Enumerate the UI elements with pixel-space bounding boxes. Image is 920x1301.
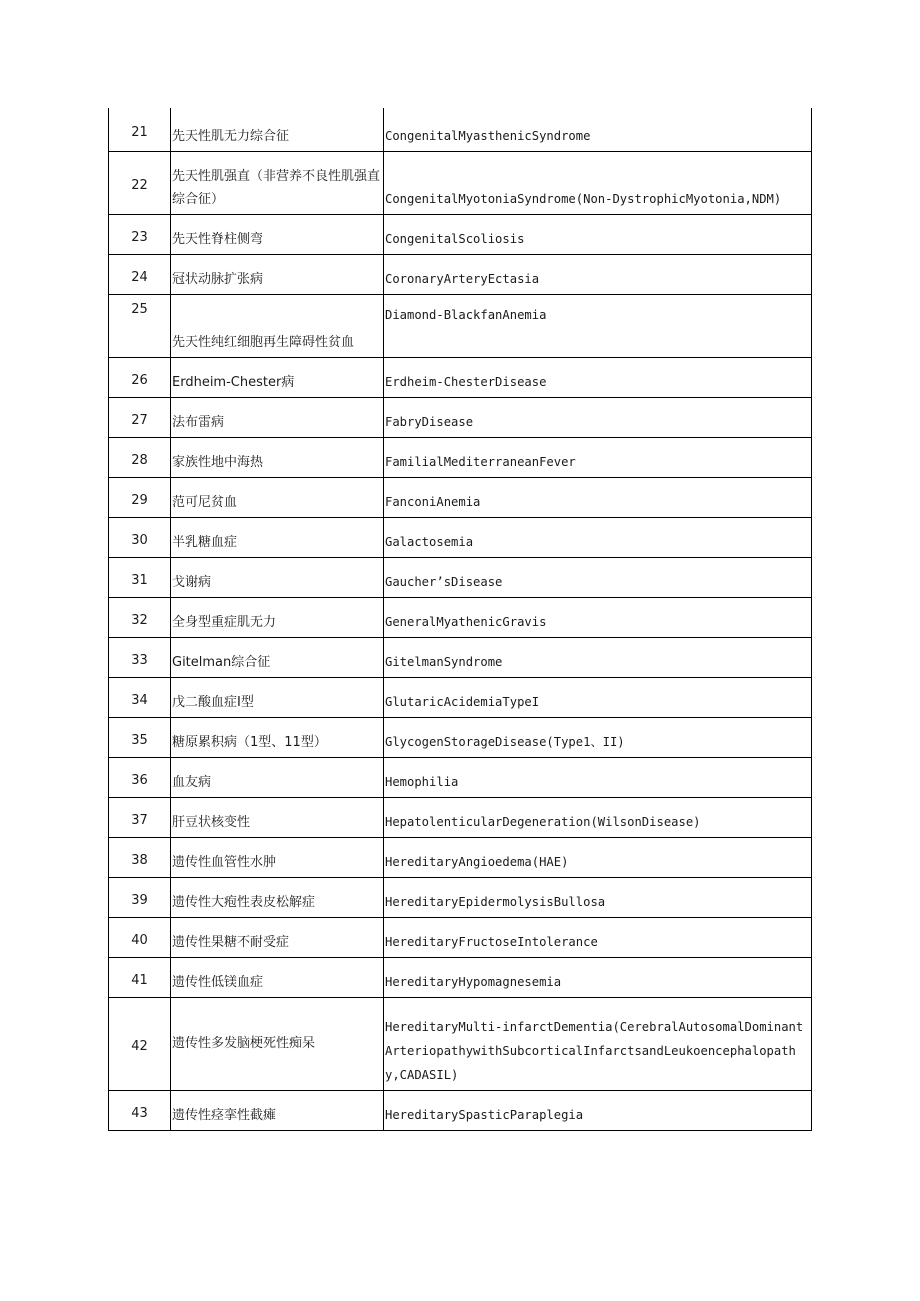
row-number: 41 <box>109 957 171 997</box>
disease-name-zh: 半乳糖血症 <box>171 517 384 557</box>
table-row <box>109 151 812 214</box>
table-row <box>109 797 812 837</box>
row-number: 31 <box>109 557 171 597</box>
disease-name-zh: Gitelman综合征 <box>171 637 384 677</box>
table-row <box>109 717 812 757</box>
disease-name-zh: 家族性地中海热 <box>171 437 384 477</box>
row-number: 34 <box>109 677 171 717</box>
disease-table <box>108 108 812 1131</box>
row-number: 28 <box>109 437 171 477</box>
disease-name-zh: 先天性纯红细胞再生障碍性贫血 <box>171 294 384 357</box>
disease-name-zh: 戈谢病 <box>171 557 384 597</box>
table-row <box>109 108 812 151</box>
disease-name-en: HereditaryAngioedema(HAE) <box>384 837 812 877</box>
table-row <box>109 637 812 677</box>
table-row <box>109 597 812 637</box>
disease-name-en: Diamond-BlackfanAnemia <box>384 294 812 357</box>
row-number: 42 <box>109 997 171 1090</box>
disease-name-zh: 遗传性低镁血症 <box>171 957 384 997</box>
row-number: 35 <box>109 717 171 757</box>
disease-name-zh: 全身型重症肌无力 <box>171 597 384 637</box>
row-number: 37 <box>109 797 171 837</box>
disease-name-zh: 法布雷病 <box>171 397 384 437</box>
disease-name-zh: 冠状动脉扩张病 <box>171 254 384 294</box>
row-number: 40 <box>109 917 171 957</box>
row-number: 21 <box>109 108 171 151</box>
row-number: 33 <box>109 637 171 677</box>
row-number: 24 <box>109 254 171 294</box>
row-number: 38 <box>109 837 171 877</box>
disease-name-en: Gaucher’sDisease <box>384 557 812 597</box>
disease-name-en: Erdheim-ChesterDisease <box>384 357 812 397</box>
table-row <box>109 877 812 917</box>
disease-name-en: HereditaryMulti-infarctDementia(CerebralAutosomalDominantArteriopathywithSubcorticalInfarctsandLeukoencephalopathy,CADASIL) <box>384 997 812 1090</box>
disease-name-zh: 遗传性多发脑梗死性痴呆 <box>171 997 384 1090</box>
table-row <box>109 517 812 557</box>
disease-name-en: Galactosemia <box>384 517 812 557</box>
table-row <box>109 837 812 877</box>
table-row <box>109 294 812 357</box>
table-row <box>109 677 812 717</box>
row-number: 39 <box>109 877 171 917</box>
table-row <box>109 997 812 1090</box>
disease-name-zh: 先天性肌强直（非营养不良性肌强直综合征） <box>171 151 384 214</box>
disease-name-en: CongenitalScoliosis <box>384 214 812 254</box>
disease-name-en: HepatolenticularDegeneration(WilsonDisease) <box>384 797 812 837</box>
disease-name-en: GeneralMyathenicGravis <box>384 597 812 637</box>
table-row <box>109 917 812 957</box>
row-number: 22 <box>109 151 171 214</box>
disease-name-zh: 戊二酸血症I型 <box>171 677 384 717</box>
table-row <box>109 957 812 997</box>
table-row <box>109 557 812 597</box>
disease-name-zh: 遗传性大疱性表皮松解症 <box>171 877 384 917</box>
disease-name-en: HereditaryEpidermolysisBullosa <box>384 877 812 917</box>
disease-name-zh: 遗传性血管性水肿 <box>171 837 384 877</box>
table-row <box>109 477 812 517</box>
disease-name-en: CoronaryArteryEctasia <box>384 254 812 294</box>
table-row <box>109 437 812 477</box>
disease-name-en: HereditaryFructoseIntolerance <box>384 917 812 957</box>
disease-name-zh: 遗传性果糖不耐受症 <box>171 917 384 957</box>
table-row <box>109 357 812 397</box>
table-row <box>109 757 812 797</box>
row-number: 27 <box>109 397 171 437</box>
disease-name-zh: 肝豆状核变性 <box>171 797 384 837</box>
row-number: 32 <box>109 597 171 637</box>
row-number: 26 <box>109 357 171 397</box>
disease-name-en: FanconiAnemia <box>384 477 812 517</box>
disease-name-en: HereditaryHypomagnesemia <box>384 957 812 997</box>
disease-name-en: FabryDisease <box>384 397 812 437</box>
table-row <box>109 1090 812 1130</box>
row-number: 29 <box>109 477 171 517</box>
table-row <box>109 214 812 254</box>
row-number: 43 <box>109 1090 171 1130</box>
disease-name-zh: 遗传性痉挛性截瘫 <box>171 1090 384 1130</box>
disease-name-zh: 范可尼贫血 <box>171 477 384 517</box>
disease-name-zh: 血友病 <box>171 757 384 797</box>
row-number: 36 <box>109 757 171 797</box>
disease-name-zh: 先天性脊柱侧弯 <box>171 214 384 254</box>
table-row <box>109 397 812 437</box>
disease-name-en: CongenitalMyasthenicSyndrome <box>384 108 812 151</box>
disease-name-en: CongenitalMyotoniaSyndrome(Non-DystrophicMyotonia,NDM) <box>384 151 812 214</box>
disease-name-en: Hemophilia <box>384 757 812 797</box>
table-body <box>109 108 812 1130</box>
disease-name-zh: 先天性肌无力综合征 <box>171 108 384 151</box>
table-row <box>109 254 812 294</box>
disease-name-en: GlutaricAcidemiaTypeI <box>384 677 812 717</box>
row-number: 25 <box>109 294 171 357</box>
disease-name-en: GlycogenStorageDisease(Type1、II) <box>384 717 812 757</box>
disease-name-en: FamilialMediterraneanFever <box>384 437 812 477</box>
row-number: 30 <box>109 517 171 557</box>
disease-name-en: GitelmanSyndrome <box>384 637 812 677</box>
disease-name-zh: Erdheim-Chester病 <box>171 357 384 397</box>
row-number: 23 <box>109 214 171 254</box>
disease-name-zh: 糖原累积病（1型、11型） <box>171 717 384 757</box>
disease-name-en: HereditarySpasticParaplegia <box>384 1090 812 1130</box>
